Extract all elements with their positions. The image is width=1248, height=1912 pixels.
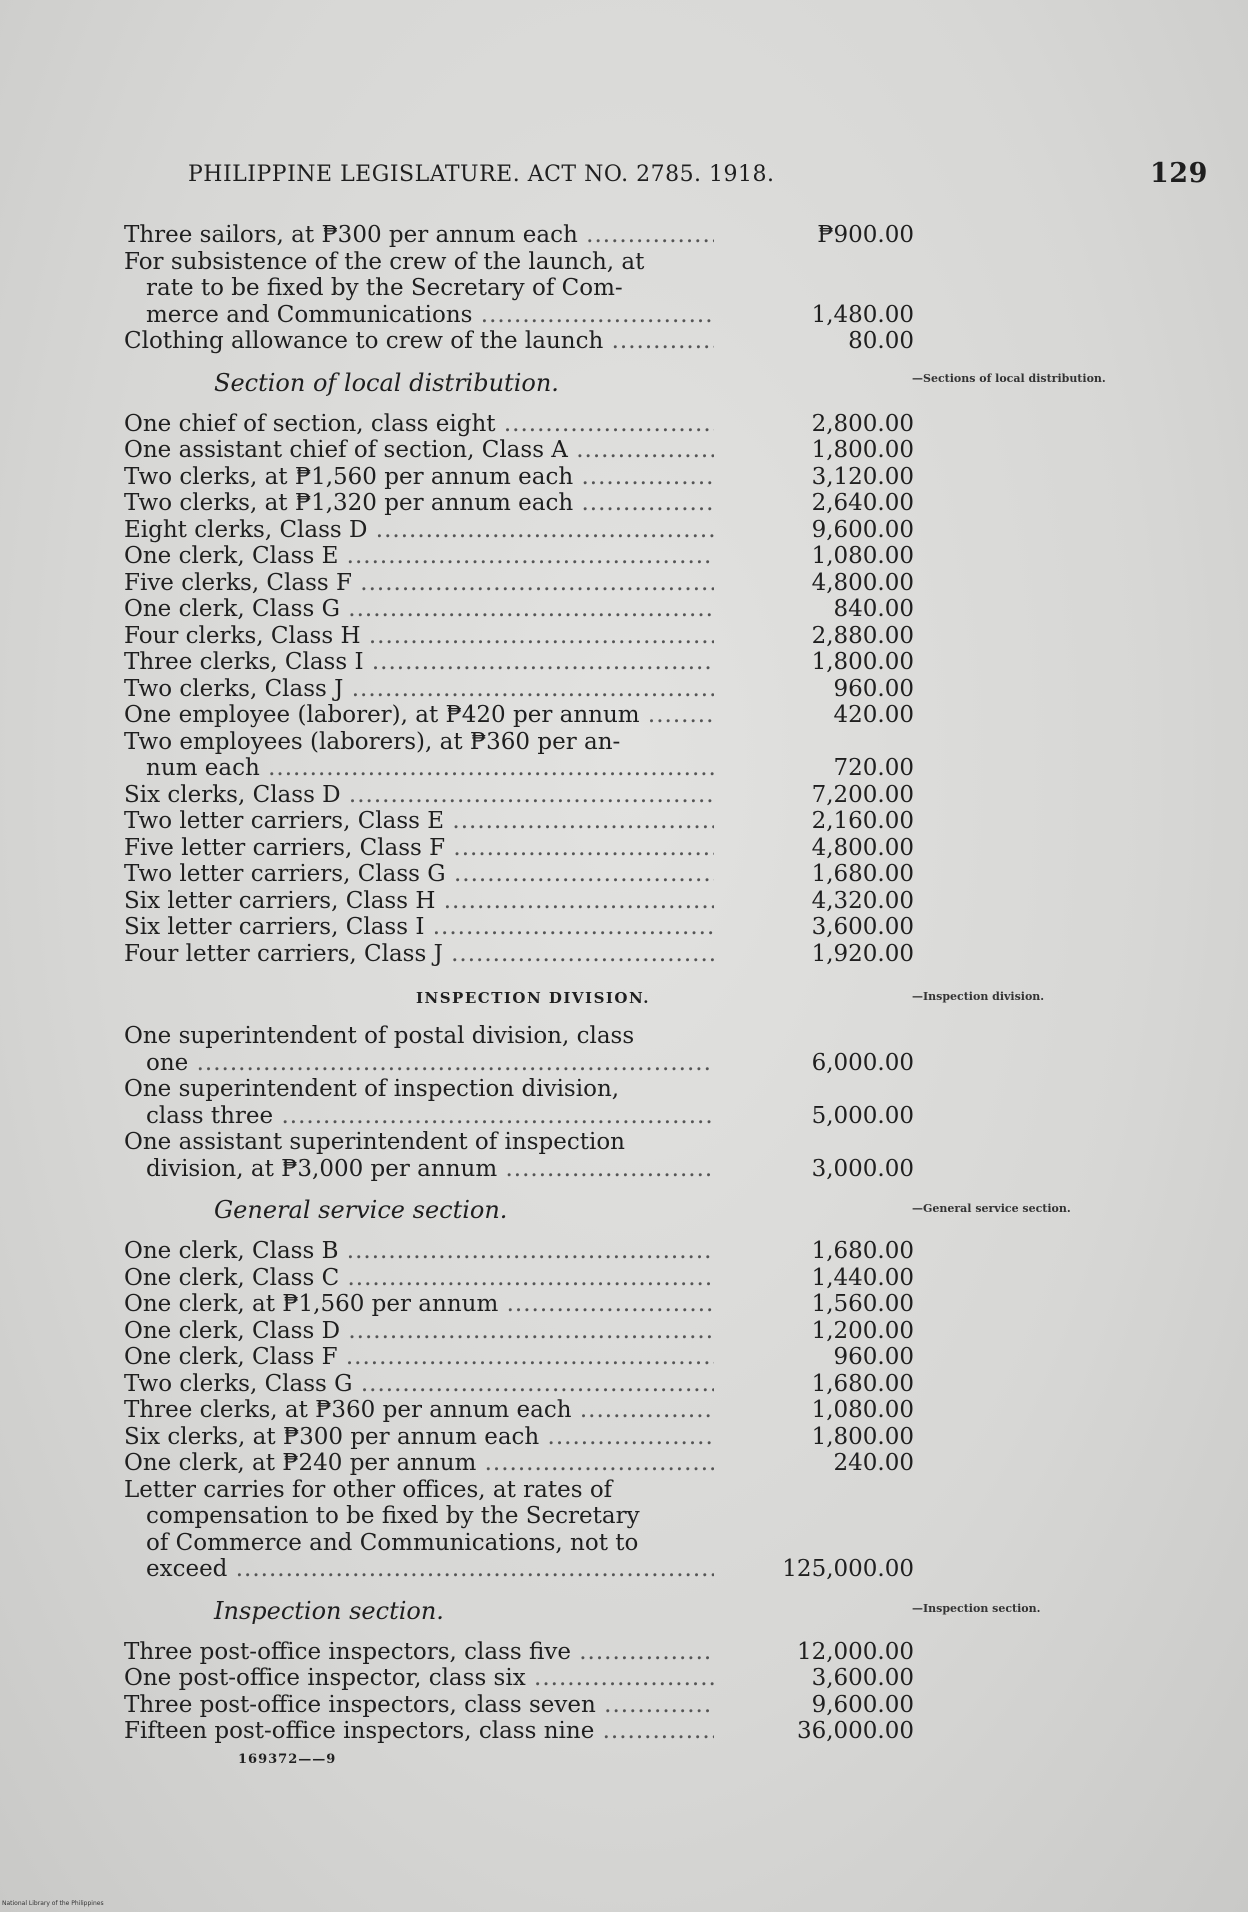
section-heading-inspection-division: INSPECTION DIVISION. xyxy=(416,989,650,1007)
line-item xyxy=(124,1692,924,1719)
line-item-text: class three ..... xyxy=(146,1103,714,1130)
line-item-amount: 1,920.00 xyxy=(811,940,914,967)
line-item-amount: 2,880.00 xyxy=(811,622,914,649)
line-item-amount: 125,000.00 xyxy=(782,1556,914,1582)
line-item xyxy=(124,1103,924,1130)
line-item-text: One chief of section, class eight ..... xyxy=(124,411,714,438)
line-item-text: One clerk, Class G ..... xyxy=(124,596,714,623)
line-item-text: For subsistence of the crew of the launch, at xyxy=(124,248,645,275)
launch-crew-lines xyxy=(124,222,924,355)
line-item-amount: 3,000.00 xyxy=(811,1155,914,1182)
line-item-amount: 720.00 xyxy=(833,755,914,781)
margin-note-inspection: —Inspection section. xyxy=(912,1602,1041,1615)
line-item-text: One clerk, at ₱1,560 per annum ..... xyxy=(124,1291,714,1318)
line-item-text: Three clerks, Class I ..... xyxy=(124,649,714,676)
line-item-amount: 960.00 xyxy=(833,675,914,702)
line-item xyxy=(124,914,924,941)
line-item-text: One assistant superintendent of inspection xyxy=(124,1129,625,1155)
line-item-text: Five letter carriers, Class F ..... xyxy=(124,835,714,862)
line-item-amount: 1,560.00 xyxy=(811,1291,914,1317)
line-item xyxy=(124,464,924,491)
line-item xyxy=(124,623,924,650)
line-item-amount: 1,680.00 xyxy=(811,1370,914,1397)
line-item xyxy=(124,702,924,729)
line-item-amount: 80.00 xyxy=(848,328,914,354)
line-item xyxy=(124,1530,924,1557)
line-item-amount: 1,680.00 xyxy=(811,861,914,887)
line-item xyxy=(124,861,924,888)
line-item-amount: 1,480.00 xyxy=(811,301,914,328)
line-item xyxy=(124,649,924,676)
line-item xyxy=(124,249,924,276)
line-item-amount: 4,320.00 xyxy=(811,887,914,914)
line-item xyxy=(124,1344,924,1371)
line-item xyxy=(124,1503,924,1530)
line-item xyxy=(124,941,924,968)
line-item xyxy=(124,596,924,623)
line-item-amount: 12,000.00 xyxy=(796,1638,914,1665)
line-item-text: One clerk, Class F ..... xyxy=(124,1344,714,1371)
line-item-text: Fifteen post-office inspectors, class nine ..... xyxy=(124,1718,714,1745)
line-item-text: One superintendent of inspection division, xyxy=(124,1076,620,1102)
line-item-amount: 3,120.00 xyxy=(811,463,914,490)
line-item-text: Two clerks, at ₱1,560 per annum each ..... xyxy=(124,464,714,491)
line-item-text: one ..... xyxy=(146,1050,714,1077)
line-item xyxy=(124,302,924,329)
line-item xyxy=(124,222,924,249)
line-item-text: Two clerks, Class G ..... xyxy=(124,1371,714,1398)
corner-credit: National Library of the Philippines xyxy=(2,1900,104,1907)
line-item xyxy=(124,888,924,915)
line-item xyxy=(124,1424,924,1451)
line-item-text: Five clerks, Class F ..... xyxy=(124,570,714,597)
line-item-text: division, at ₱3,000 per annum ..... xyxy=(146,1156,714,1183)
line-item-text: Three sailors, at ₱300 per annum each ..... xyxy=(124,222,714,249)
line-item xyxy=(124,1665,924,1692)
line-item xyxy=(124,782,924,809)
line-item xyxy=(124,517,924,544)
line-item-text: One clerk, Class B ..... xyxy=(124,1238,714,1265)
line-item-text: Two employees (laborers), at ₱360 per an- xyxy=(124,728,621,755)
section-heading-local: Section of local distribution. xyxy=(214,368,559,397)
inspection-section-lines xyxy=(124,1639,924,1745)
line-item-amount: 1,800.00 xyxy=(811,437,914,463)
line-item xyxy=(124,1023,924,1050)
page-header xyxy=(188,158,1208,202)
line-item-amount: 3,600.00 xyxy=(811,1665,914,1691)
line-item xyxy=(124,808,924,835)
line-item-text: compensation to be fixed by the Secretary xyxy=(146,1503,640,1529)
margin-note-inspection-division: —Inspection division. xyxy=(912,990,1045,1003)
line-item-text: Two letter carriers, Class E ..... xyxy=(124,808,714,835)
line-item xyxy=(124,729,924,756)
line-item-amount: 1,200.00 xyxy=(811,1317,914,1344)
line-item-amount: 9,600.00 xyxy=(811,1691,914,1718)
line-item-amount: 7,200.00 xyxy=(811,781,914,808)
line-item-amount: 2,160.00 xyxy=(811,808,914,834)
margin-note-local: —Sections of local distribution. xyxy=(912,372,1106,385)
line-item xyxy=(124,755,924,782)
line-item-amount: 1,680.00 xyxy=(811,1238,914,1264)
line-item xyxy=(124,490,924,517)
line-item-amount: 5,000.00 xyxy=(811,1102,914,1129)
line-item xyxy=(124,1639,924,1666)
line-item-text: Two letter carriers, Class G ..... xyxy=(124,861,714,888)
line-item xyxy=(124,411,924,438)
line-item-amount: 1,080.00 xyxy=(811,543,914,569)
line-item-text: of Commerce and Communications, not to xyxy=(146,1529,639,1556)
line-item-amount: 1,800.00 xyxy=(811,649,914,675)
line-item xyxy=(124,1318,924,1345)
line-item-text: Six clerks, at ₱300 per annum each ..... xyxy=(124,1424,714,1451)
inspection-division-lines xyxy=(124,1023,924,1182)
line-item-amount: ₱900.00 xyxy=(817,222,914,248)
line-item-text: Two clerks, Class J ..... xyxy=(124,676,714,703)
line-item xyxy=(124,1050,924,1077)
line-item-amount: 1,080.00 xyxy=(811,1397,914,1423)
line-item-text: One assistant chief of section, Class A ..... xyxy=(124,437,714,464)
running-title: PHILIPPINE LEGISLATURE. ACT NO. 2785. 1918. xyxy=(188,162,775,187)
line-item xyxy=(124,1450,924,1477)
line-item-text: num each ..... xyxy=(146,755,714,782)
line-item-text: exceed ..... xyxy=(146,1556,714,1583)
line-item-text: Three post-office inspectors, class five ..... xyxy=(124,1639,714,1666)
line-item-amount: 4,800.00 xyxy=(811,834,914,861)
line-item xyxy=(124,328,924,355)
line-item-text: merce and Communications ..... xyxy=(146,302,714,329)
line-item-amount: 9,600.00 xyxy=(811,516,914,543)
line-item xyxy=(124,275,924,302)
section-heading-inspection: Inspection section. xyxy=(214,1596,444,1625)
line-item xyxy=(124,543,924,570)
line-item-text: rate to be fixed by the Secretary of Com- xyxy=(146,275,623,301)
line-item-amount: 840.00 xyxy=(833,596,914,622)
line-item xyxy=(124,1477,924,1504)
page-number: 129 xyxy=(1150,158,1208,189)
line-item-amount: 1,440.00 xyxy=(811,1264,914,1291)
line-item-text: Eight clerks, Class D ..... xyxy=(124,517,714,544)
line-item xyxy=(124,1718,924,1745)
line-item-amount: 1,800.00 xyxy=(811,1423,914,1450)
line-item-amount: 2,800.00 xyxy=(811,410,914,437)
line-item xyxy=(124,676,924,703)
line-item-text: Clothing allowance to crew of the launch ..... xyxy=(124,328,714,355)
line-item-text: One clerk, Class E ..... xyxy=(124,543,714,570)
line-item-amount: 3,600.00 xyxy=(811,914,914,940)
line-item xyxy=(124,1556,924,1583)
line-item-amount: 960.00 xyxy=(833,1344,914,1370)
line-item-amount: 36,000.00 xyxy=(796,1718,914,1744)
margin-note-general: —General service section. xyxy=(912,1202,1071,1215)
line-item xyxy=(124,835,924,862)
line-item xyxy=(124,1371,924,1398)
line-item-text: Two clerks, at ₱1,320 per annum each ..... xyxy=(124,490,714,517)
line-item xyxy=(124,570,924,597)
line-item xyxy=(124,1129,924,1156)
line-item-text: Six letter carriers, Class H ..... xyxy=(124,888,714,915)
appropriation-list xyxy=(124,222,924,1745)
line-item-text: Letter carries for other offices, at rates of xyxy=(124,1476,613,1503)
line-item-amount: 6,000.00 xyxy=(811,1049,914,1076)
line-item-text: One superintendent of postal division, class xyxy=(124,1023,635,1049)
line-item xyxy=(124,1397,924,1424)
line-item-text: Three post-office inspectors, class seven ..... xyxy=(124,1692,714,1719)
line-item-amount: 4,800.00 xyxy=(811,569,914,596)
line-item xyxy=(124,437,924,464)
line-item-text: One post-office inspector, class six ..... xyxy=(124,1665,714,1692)
line-item-amount: 2,640.00 xyxy=(811,490,914,516)
general-service-lines xyxy=(124,1238,924,1583)
line-item xyxy=(124,1156,924,1183)
local-distribution-lines xyxy=(124,411,924,968)
line-item xyxy=(124,1076,924,1103)
line-item-text: One clerk, Class D ..... xyxy=(124,1318,714,1345)
line-item-text: Four clerks, Class H ..... xyxy=(124,623,714,650)
line-item-text: One clerk, Class C ..... xyxy=(124,1265,714,1292)
line-item xyxy=(124,1291,924,1318)
line-item-text: Three clerks, at ₱360 per annum each ..... xyxy=(124,1397,714,1424)
line-item xyxy=(124,1238,924,1265)
line-item-text: Six clerks, Class D ..... xyxy=(124,782,714,809)
line-item-amount: 240.00 xyxy=(833,1450,914,1476)
line-item xyxy=(124,1265,924,1292)
line-item-text: Six letter carriers, Class I ..... xyxy=(124,914,714,941)
line-item-text: Four letter carriers, Class J ..... xyxy=(124,941,714,968)
line-item-text: One clerk, at ₱240 per annum ..... xyxy=(124,1450,714,1477)
line-item-amount: 420.00 xyxy=(833,702,914,728)
line-item-text: One employee (laborer), at ₱420 per annum ..... xyxy=(124,702,714,729)
section-heading-general: General service section. xyxy=(214,1196,508,1224)
signature-mark: 169372——9 xyxy=(238,1752,337,1767)
